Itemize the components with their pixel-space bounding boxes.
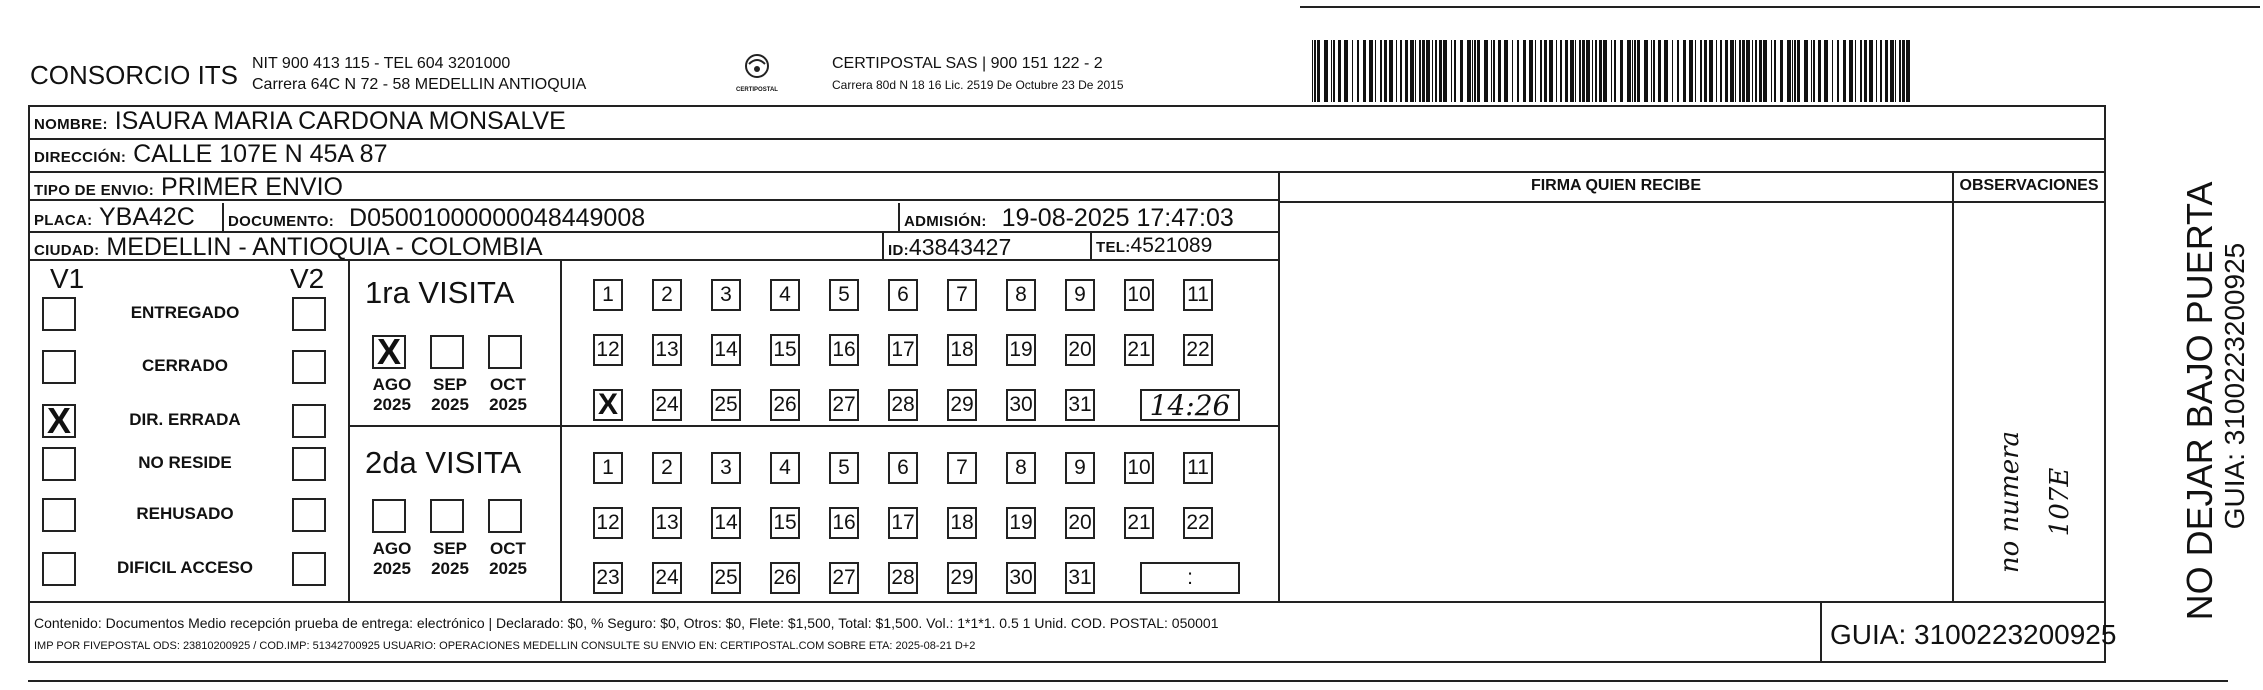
day-cell[interactable]: 30 [1006, 389, 1036, 421]
day-cell[interactable]: 7 [947, 452, 977, 484]
month-year: 2025 [373, 395, 411, 414]
observaciones-header: OBSERVACIONES [1959, 177, 2099, 194]
barcode-bar [1759, 40, 1762, 102]
day-cell[interactable]: 5 [829, 452, 859, 484]
barcode-bar [1709, 40, 1713, 102]
v2-checkbox[interactable] [292, 447, 326, 481]
month-year: 2025 [489, 559, 527, 578]
company-line1: NIT 900 413 115 - TEL 604 3201000 [252, 55, 511, 72]
visit-divider [348, 425, 1278, 427]
barcode-bar [1369, 40, 1373, 102]
barcode-bar [1380, 40, 1382, 102]
barcode-bar [1477, 40, 1480, 102]
day-cell[interactable]: 31 [1065, 389, 1095, 421]
day-cell[interactable]: 27 [829, 562, 859, 594]
barcode-bar [1410, 40, 1414, 102]
day-cell[interactable]: X [593, 389, 623, 421]
barcode-bar [1344, 40, 1348, 102]
side-warning: NO DEJAR BAJO PUERTA [2179, 181, 2220, 621]
barcode-bar [1837, 40, 1839, 102]
handwritten-note-2: 107E [2045, 467, 2075, 537]
month-name: AGO [372, 539, 412, 558]
day-cell[interactable]: 23 [593, 562, 623, 594]
footer-imp: IMP POR FIVEPOSTAL ODS: 23810200925 / COD.IMP: 51342700925 USUARIO: OPERACIONES MEDELLIN CONSULTE SU ENVIO EN: CERTIPOSTAL.COM SOBRE ETA: 2025-08-21 D+2 [34, 640, 976, 652]
barcode-bar [1443, 40, 1447, 102]
logo-icon [737, 52, 777, 82]
barcode-bar [1653, 40, 1655, 102]
barcode-bar [1700, 40, 1702, 102]
day-cell[interactable]: 4 [770, 452, 800, 484]
tel-divider [1090, 233, 1092, 261]
day-cell[interactable]: 6 [888, 279, 918, 311]
status-divider [348, 261, 350, 601]
barcode-bar [1549, 40, 1553, 102]
barcode-bar [1902, 40, 1905, 102]
barcode-bar [1415, 40, 1416, 102]
barcode-bar [1454, 40, 1456, 102]
day-cell[interactable]: 14 [711, 334, 741, 366]
barcode-bar [1885, 40, 1888, 102]
barcode-bar [1317, 40, 1320, 102]
visit1-title: 1ra VISITA [365, 275, 515, 310]
day-cell[interactable]: 19 [1006, 334, 1036, 366]
barcode-bar [1324, 40, 1328, 102]
barcode-bar [1426, 40, 1430, 102]
plate-value: YBA42C [98, 203, 195, 231]
barcode-bar [1331, 40, 1332, 102]
day-cell[interactable]: 11 [1183, 452, 1213, 484]
day-cell[interactable]: 28 [888, 562, 918, 594]
month-label [364, 375, 420, 415]
carrier-line2: Carrera 80d N 18 16 Lic. 2519 De Octubre 23 De 2015 [832, 78, 1124, 92]
day-cell[interactable]: 2 [652, 452, 682, 484]
month-label [480, 375, 536, 415]
status-label: NO RESIDE [138, 453, 232, 472]
day-cell[interactable]: 16 [829, 334, 859, 366]
barcode-bar [1540, 40, 1542, 102]
day-cell[interactable]: 15 [770, 507, 800, 539]
day-cell[interactable]: 1 [593, 279, 623, 311]
side-guia: GUIA: 3100223200925 [2219, 242, 2250, 530]
day-cell[interactable]: 20 [1065, 507, 1095, 539]
day-cell[interactable]: 25 [711, 562, 741, 594]
id-field: ID:43843427 [888, 234, 1012, 260]
form-table [28, 105, 2117, 663]
day-cell[interactable]: 26 [770, 562, 800, 594]
day-cell[interactable]: 30 [1006, 562, 1036, 594]
month-year: 2025 [489, 395, 527, 414]
barcode-bar [1333, 40, 1335, 102]
admision-field: ADMISIÓN: 19-08-2025 17:47:03 [904, 204, 1234, 232]
barcode-bar [1832, 40, 1833, 102]
barcode-bar [1312, 40, 1313, 102]
admision-divider [898, 203, 900, 233]
day-cell[interactable]: 2 [652, 279, 682, 311]
v1-checkbox[interactable] [42, 552, 76, 586]
barcode-bar [1512, 40, 1513, 102]
footer-rule [30, 601, 2104, 603]
barcode-bar [1658, 40, 1661, 102]
footer-content: Contenido: Documentos Medio recepción prueba de entrega: electrónico | Declarado: $0, % Seguro: $0, Otros: $0, Flete: $1,500, Total: $1,500. Vol.: 1*1*1. 0.5 1 Unid. COD. POSTAL: 050001 [34, 615, 1219, 631]
recipient-address: CALLE 107E N 45A 87 [133, 140, 388, 168]
barcode-bar [1627, 40, 1631, 102]
barcode-bar [1632, 40, 1633, 102]
v1-checkbox[interactable]: X [42, 404, 76, 438]
barcode-bar [1384, 40, 1387, 102]
footer-guia-divider [1820, 601, 1822, 661]
day-cell[interactable]: 3 [711, 452, 741, 484]
v1-label: V1 [50, 263, 85, 294]
barcode-bar [1695, 40, 1696, 102]
barcode-bar [1498, 40, 1501, 102]
top-rule [1300, 6, 2260, 8]
barcode-bar [1504, 40, 1508, 102]
barcode-bar [1603, 40, 1607, 102]
v2-checkbox[interactable] [292, 297, 326, 331]
barcode-bar [1592, 40, 1593, 102]
day-cell[interactable]: 12 [593, 507, 623, 539]
barcode-bar [1467, 40, 1471, 102]
barcode-bar [1474, 40, 1476, 102]
barcode-bar [1780, 40, 1783, 102]
barcode-bar [1582, 40, 1585, 102]
barcode-bar [1493, 40, 1495, 102]
barcode-bar [1755, 40, 1757, 102]
barcode-bar [1419, 40, 1421, 102]
day-cell[interactable]: 16 [829, 507, 859, 539]
barcode-bar [1742, 40, 1745, 102]
barcode-bar [1813, 40, 1815, 102]
company-name: CONSORCIO ITS [30, 60, 239, 90]
barcode-bar [1439, 40, 1442, 102]
day-cell[interactable]: 13 [652, 507, 682, 539]
month-label [422, 375, 478, 415]
month-checkbox[interactable] [488, 499, 522, 533]
barcode-bar [1818, 40, 1821, 102]
city-value: MEDELLIN - ANTIOQUIA - COLOMBIA [106, 233, 543, 261]
barcode [1312, 40, 1912, 102]
month-checkbox[interactable] [372, 499, 406, 533]
day-cell[interactable]: 7 [947, 279, 977, 311]
barcode-bar [1906, 40, 1910, 102]
row-ciudad: CIUDAD: MEDELLIN - ANTIOQUIA - COLOMBIA [30, 233, 1278, 261]
observaciones-handwriting [1950, 407, 2100, 597]
day-cell[interactable]: 14 [711, 507, 741, 539]
barcode-bar [1556, 40, 1557, 102]
certipostal-logo [732, 52, 782, 97]
day-cell[interactable]: 21 [1124, 334, 1154, 366]
barcode-bar [1357, 40, 1359, 102]
barcode-bar [1895, 40, 1896, 102]
barcode-bar [1752, 40, 1753, 102]
barcode-bar [1849, 40, 1853, 102]
month-label [364, 539, 420, 579]
day-cell[interactable]: 3 [711, 279, 741, 311]
barcode-bar [1763, 40, 1767, 102]
status-label: CERRADO [142, 356, 228, 375]
barcode-bar [1517, 40, 1519, 102]
barcode-bar [1523, 40, 1526, 102]
month-checkbox[interactable] [430, 335, 464, 369]
day-cell[interactable]: 18 [947, 507, 977, 539]
month-name: AGO [372, 375, 412, 394]
barcode-bar [1869, 40, 1873, 102]
day-cell[interactable]: 8 [1006, 279, 1036, 311]
barcode-bar [1611, 40, 1612, 102]
day-cell[interactable]: 10 [1124, 279, 1154, 311]
row-direccion: DIRECCIÓN: CALLE 107E N 45A 87 [30, 140, 2104, 173]
status-label: DIR. ERRADA [129, 410, 241, 429]
barcode-bar [1811, 40, 1812, 102]
barcode-bar [1746, 40, 1750, 102]
barcode-bar [1664, 40, 1668, 102]
day-cell[interactable]: 22 [1183, 507, 1213, 539]
day-cell[interactable]: 13 [652, 334, 682, 366]
v1-checkbox[interactable] [42, 297, 76, 331]
row-tipo: TIPO DE ENVIO: PRIMER ENVIO [30, 173, 1278, 201]
month-checkbox[interactable] [430, 499, 464, 533]
barcode-bar [1771, 40, 1772, 102]
day-cell[interactable]: 28 [888, 389, 918, 421]
month-name: OCT [490, 375, 526, 394]
barcode-bar [1735, 40, 1736, 102]
barcode-bar [1855, 40, 1856, 102]
barcode-bar [1338, 40, 1341, 102]
barcode-bar [1704, 40, 1707, 102]
month-divider [560, 261, 562, 601]
day-cell[interactable]: 11 [1183, 279, 1213, 311]
barcode-bar [1435, 40, 1437, 102]
barcode-bar [1599, 40, 1602, 102]
v2-label: V2 [290, 263, 325, 294]
barcode-bar [1575, 40, 1576, 102]
day-cell[interactable]: 17 [888, 334, 918, 366]
day-cell[interactable]: 25 [711, 389, 741, 421]
barcode-bar [1535, 40, 1536, 102]
documento-field: DOCUMENTO: D05001000000048449008 [228, 204, 646, 232]
barcode-bar [1614, 40, 1616, 102]
row-nombre: NOMBRE: ISAURA MARIA CARDONA MONSALVE [30, 107, 2104, 140]
firma-left-border [1278, 173, 1280, 601]
v2-checkbox[interactable] [292, 498, 326, 532]
barcode-bar [1720, 40, 1722, 102]
barcode-bar [1579, 40, 1581, 102]
admission-value: 19-08-2025 17:47:03 [1001, 204, 1234, 232]
day-cell[interactable]: 6 [888, 452, 918, 484]
barcode-bar [1677, 40, 1679, 102]
barcode-bar [1644, 40, 1648, 102]
v1-checkbox[interactable] [42, 350, 76, 384]
barcode-bar [1396, 40, 1397, 102]
barcode-bar [1570, 40, 1574, 102]
month-year: 2025 [373, 559, 411, 578]
row-placa: PLACA: YBA42C [30, 203, 1278, 233]
day-cell[interactable]: 19 [1006, 507, 1036, 539]
month-year: 2025 [431, 395, 469, 414]
barcode-bar [1422, 40, 1425, 102]
company-line2: Carrera 64C N 72 - 58 MEDELLIN ANTIOQUIA [252, 76, 587, 93]
barcode-bar [1689, 40, 1693, 102]
month-checkbox[interactable]: X [372, 335, 406, 369]
month-label [480, 539, 536, 579]
day-cell[interactable]: 4 [770, 279, 800, 311]
day-cell[interactable]: 31 [1065, 562, 1095, 594]
barcode-bar [1400, 40, 1402, 102]
barcode-bar [1860, 40, 1862, 102]
id-value: 43843427 [908, 234, 1012, 260]
barcode-bar [1890, 40, 1894, 102]
barcode-bar [1797, 40, 1800, 102]
day-cell[interactable]: 27 [829, 389, 859, 421]
month-name: OCT [490, 539, 526, 558]
barcode-bar [1794, 40, 1796, 102]
barcode-bar [1864, 40, 1867, 102]
month-checkbox[interactable] [488, 335, 522, 369]
time-box[interactable]: : [1140, 562, 1240, 594]
barcode-bar [1774, 40, 1776, 102]
day-cell[interactable]: 29 [947, 562, 977, 594]
barcode-bar [1472, 40, 1473, 102]
day-cell[interactable]: 9 [1065, 279, 1095, 311]
barcode-bar [1560, 40, 1562, 102]
barcode-bar [1716, 40, 1717, 102]
tel-value: 4521089 [1130, 234, 1213, 257]
v2-checkbox[interactable] [292, 350, 326, 384]
firma-header: FIRMA QUIEN RECIBE [1530, 177, 1702, 194]
day-cell[interactable]: 9 [1065, 452, 1095, 484]
barcode-bar [1804, 40, 1808, 102]
day-cell[interactable]: 10 [1124, 452, 1154, 484]
day-cell[interactable]: 18 [947, 334, 977, 366]
barcode-bar [1586, 40, 1590, 102]
barcode-bar [1880, 40, 1882, 102]
barcode-bar [1787, 40, 1791, 102]
barcode-bar [1460, 40, 1463, 102]
day-cell[interactable]: 26 [770, 389, 800, 421]
status-label: ENTREGADO [130, 303, 240, 322]
day-cell[interactable]: 21 [1124, 507, 1154, 539]
barcode-bar [1730, 40, 1734, 102]
barcode-bar [1352, 40, 1353, 102]
visit2-title: 2da VISITA [365, 445, 522, 480]
day-cell[interactable]: 20 [1065, 334, 1095, 366]
barcode-bar [1491, 40, 1492, 102]
month-name: SEP [432, 539, 468, 558]
status-label: DIFICIL ACCESO [116, 558, 253, 577]
barcode-bar [1899, 40, 1901, 102]
barcode-bar [1529, 40, 1533, 102]
v1-checkbox[interactable] [42, 447, 76, 481]
barcode-bar [1484, 40, 1488, 102]
logo-text: CERTIPOSTAL [736, 87, 778, 93]
barcode-bar [1672, 40, 1673, 102]
bottom-rule [28, 680, 2228, 682]
time-box[interactable]: 14:26 [1140, 389, 1240, 421]
barcode-bar [1595, 40, 1597, 102]
day-cell[interactable]: 24 [652, 389, 682, 421]
barcode-bar [1389, 40, 1393, 102]
barcode-bar [1363, 40, 1366, 102]
barcode-bar [1634, 40, 1636, 102]
sign-header-rule [1278, 201, 2104, 203]
recipient-name: ISAURA MARIA CARDONA MONSALVE [114, 107, 566, 135]
month-year: 2025 [431, 559, 469, 578]
placa-divider [222, 203, 224, 233]
status-label: REHUSADO [136, 504, 234, 523]
v2-checkbox[interactable] [292, 552, 326, 586]
barcode-bar [1405, 40, 1408, 102]
barcode-graphic [1312, 40, 1912, 102]
barcode-bar [1451, 40, 1452, 102]
barcode-bar [1375, 40, 1376, 102]
day-cell[interactable]: 22 [1183, 334, 1213, 366]
day-cell[interactable]: 12 [593, 334, 623, 366]
day-cell[interactable]: 15 [770, 334, 800, 366]
document-value: D05001000000048449008 [349, 204, 646, 232]
tel-field: TEL:4521089 [1096, 234, 1213, 257]
v1-checkbox[interactable] [42, 498, 76, 532]
barcode-bar [1314, 40, 1316, 102]
barcode-bar [1725, 40, 1728, 102]
barcode-bar [1544, 40, 1547, 102]
day-cell[interactable]: 17 [888, 507, 918, 539]
barcode-bar [1637, 40, 1640, 102]
footer-guia: GUIA: 3100223200925 [1830, 619, 2117, 650]
barcode-bar [1739, 40, 1741, 102]
carrier-line1: CERTIPOSTAL SAS | 900 151 122 - 2 [832, 55, 1103, 72]
barcode-bar [1432, 40, 1433, 102]
barcode-bar [1824, 40, 1828, 102]
barcode-bar [1683, 40, 1686, 102]
shipment-type: PRIMER ENVIO [161, 173, 343, 201]
barcode-bar [1843, 40, 1846, 102]
barcode-bar [1792, 40, 1793, 102]
day-cell[interactable]: 1 [593, 452, 623, 484]
month-name: SEP [432, 375, 468, 394]
day-cell[interactable]: 24 [652, 562, 682, 594]
barcode-bar [1876, 40, 1877, 102]
id-divider [882, 233, 884, 261]
day-cell[interactable]: 5 [829, 279, 859, 311]
month-label [422, 539, 478, 579]
day-cell[interactable]: 8 [1006, 452, 1036, 484]
day-cell[interactable]: 29 [947, 389, 977, 421]
barcode-bar [1651, 40, 1652, 102]
barcode-bar [1565, 40, 1568, 102]
barcode-bar [1620, 40, 1623, 102]
v2-checkbox[interactable] [292, 404, 326, 438]
handwritten-note-1: no numera [1995, 430, 2025, 574]
